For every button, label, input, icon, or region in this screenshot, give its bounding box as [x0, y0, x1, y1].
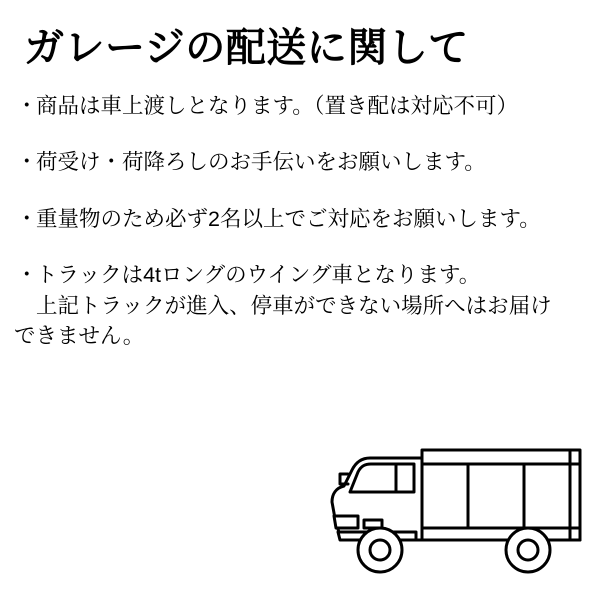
page-title: ガレージの配送に関して [24, 26, 469, 70]
bullet-marker: ・ [16, 150, 38, 175]
list-item-text: トラックは4tロングのウイング車となります。 [36, 263, 481, 288]
bullet-marker: ・ [16, 206, 38, 231]
bullet-marker: ・ [16, 93, 38, 118]
list-item-text-line-3: できません。 [14, 324, 145, 349]
list-item-text: 重量物のため必ず2名以上でご対応をお願いします。 [36, 206, 541, 231]
list-item [14, 147, 586, 178]
notice-list [14, 91, 586, 352]
list-item [14, 260, 586, 352]
list-item [14, 91, 586, 122]
truck-illustration [318, 428, 586, 588]
list-item-text: 荷受け・荷降ろしのお手伝いをお願いします。 [36, 150, 486, 175]
list-item-text-line-2: 上記トラックが進入、停車ができない場所へはお届け [36, 293, 552, 318]
bullet-marker: ・ [16, 263, 38, 288]
list-item-text: 商品は車上渡しとなります。（置き配は対応不可） [36, 93, 519, 118]
list-item [14, 204, 586, 235]
